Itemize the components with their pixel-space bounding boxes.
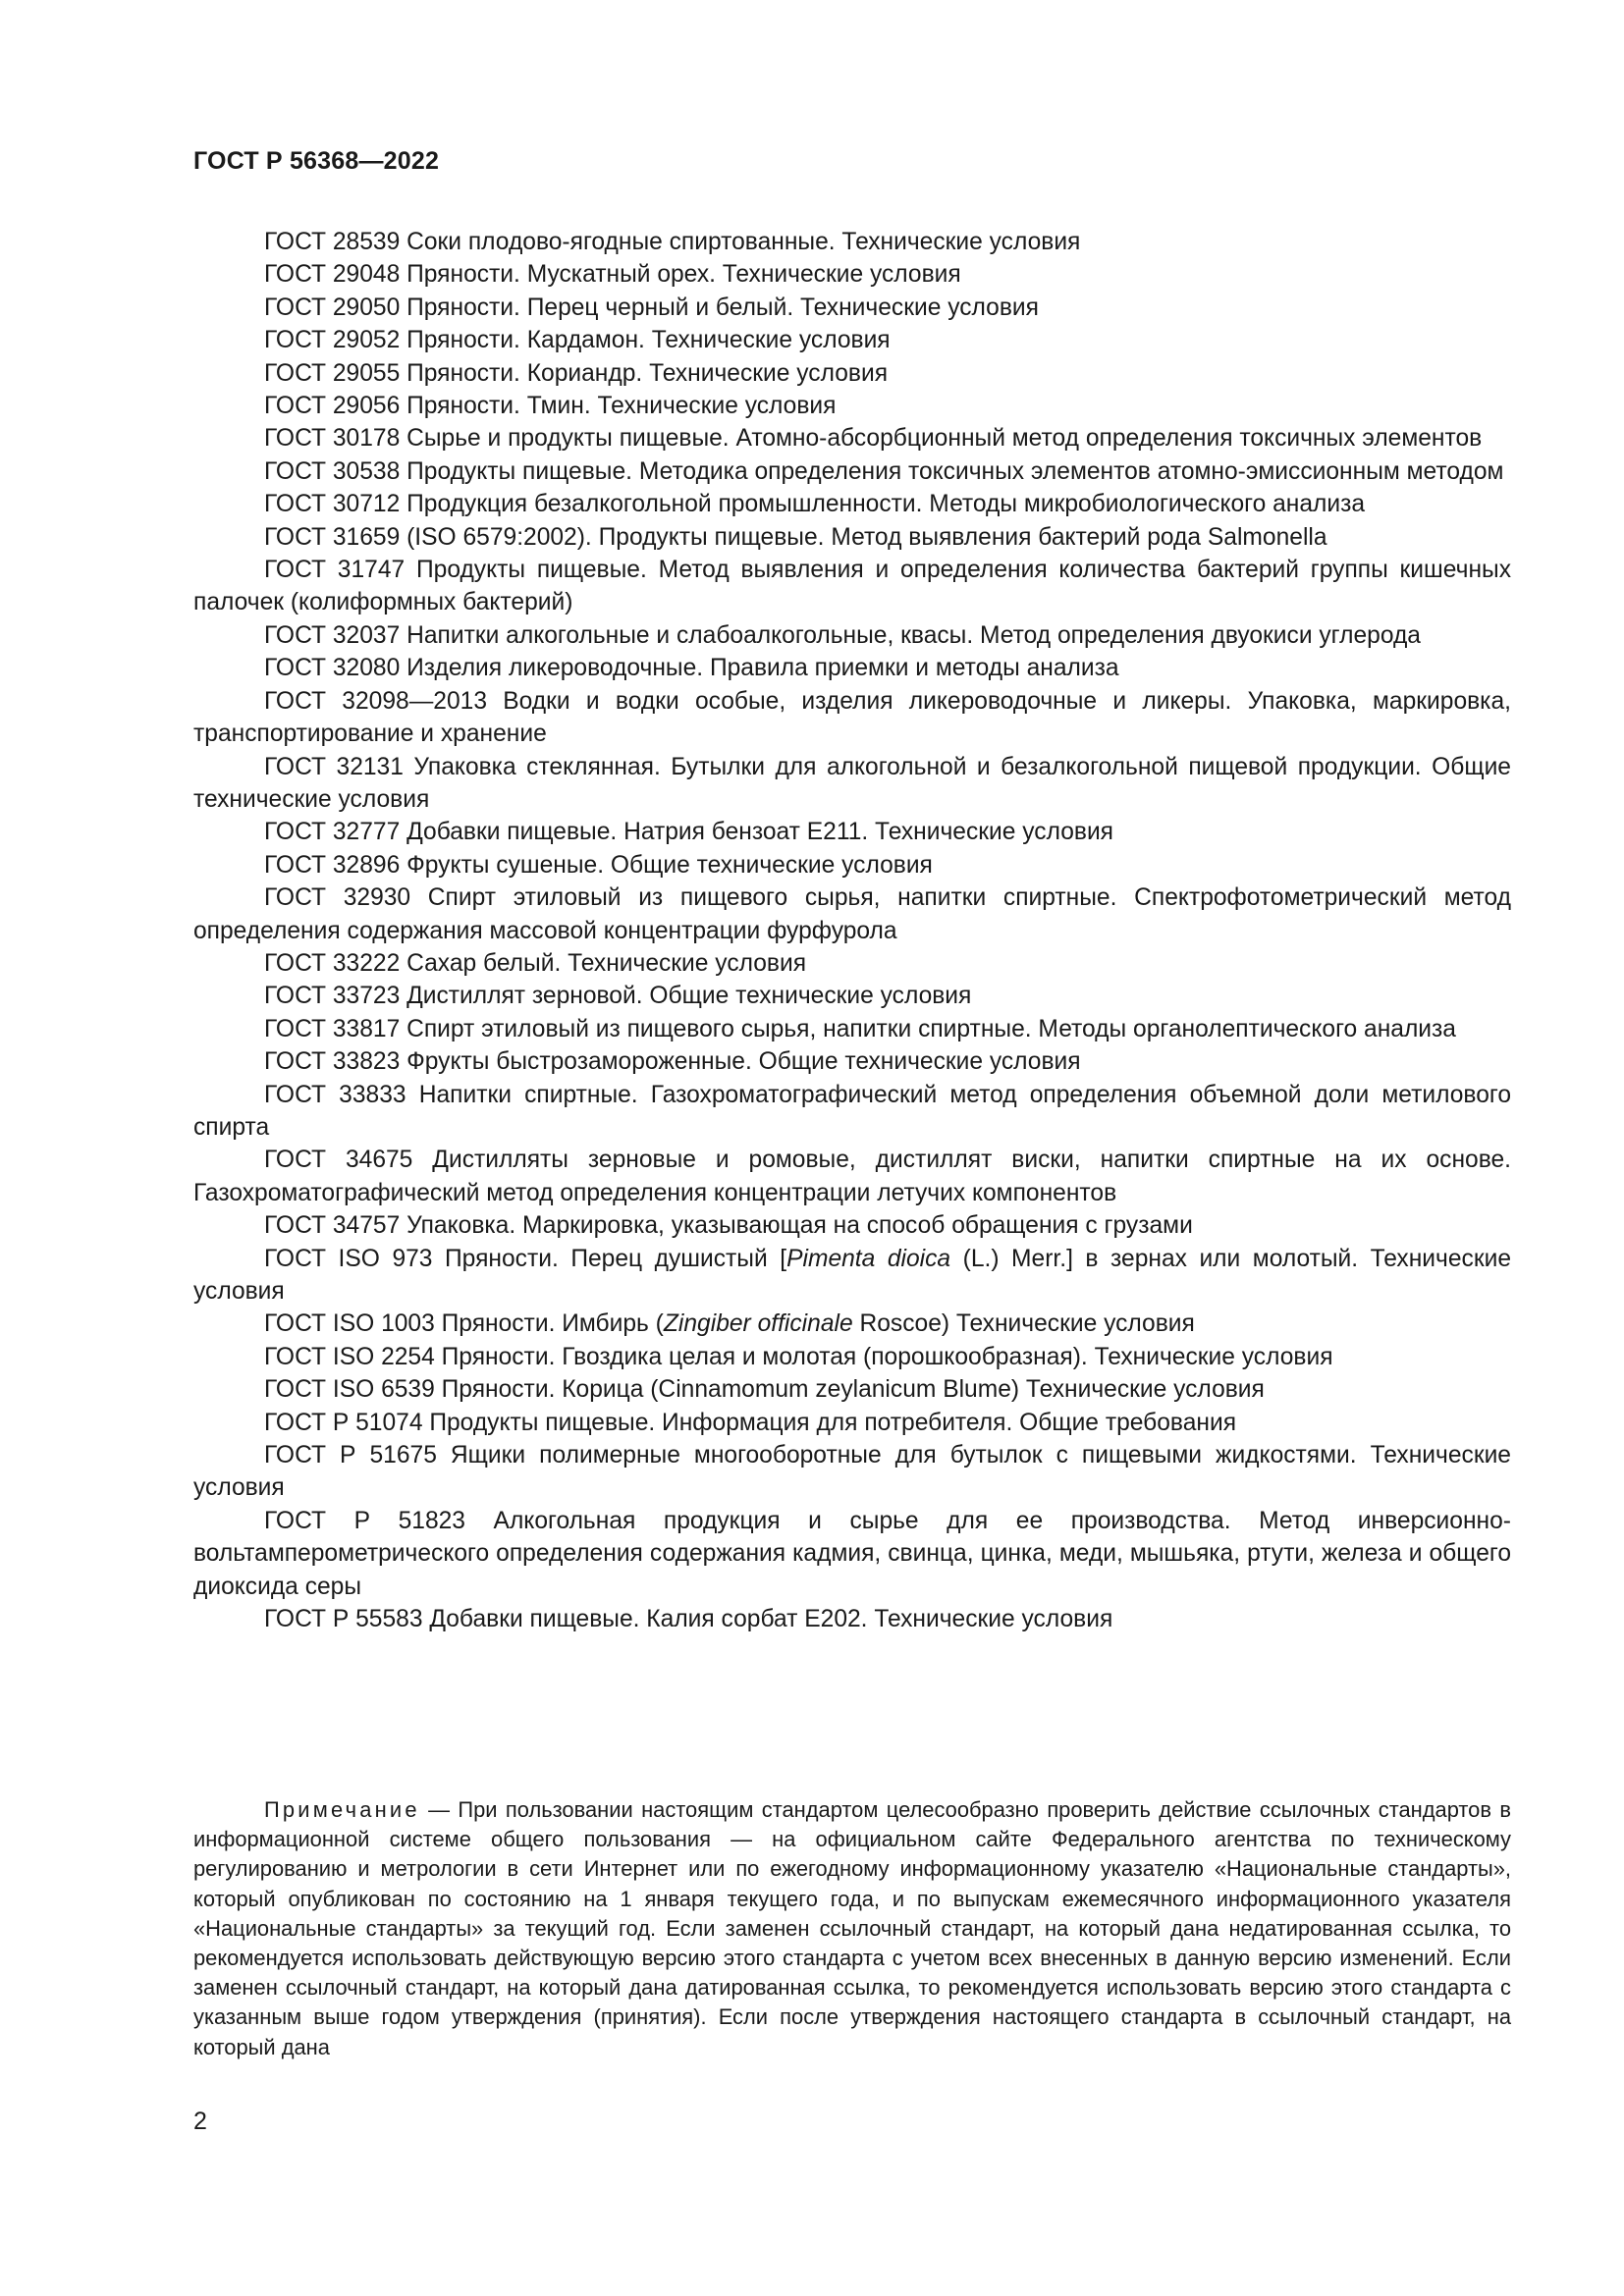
page-number: 2: [193, 2108, 207, 2135]
reference-item: ГОСТ 33723 Дистиллят зерновой. Общие технические условия: [264, 983, 972, 1010]
reference-item: ГОСТ 32930 Спирт этиловый из пищевого сырья, напитки спиртные. Спектрофотометрический метод определения содержания массовой концентрации фурфурола: [193, 884, 1511, 944]
reference-item: ГОСТ 30538 Продукты пищевые. Методика определения токсичных элементов атомно-эмиссионным методом: [264, 457, 1504, 485]
reference-item: ГОСТ 32896 Фрукты сушеные. Общие технические условия: [264, 851, 933, 879]
reference-item: ГОСТ 29052 Пряности. Кардамон. Технические условия: [264, 327, 891, 354]
note-label: Примечание: [264, 1797, 420, 1822]
reference-item: ГОСТ 33823 Фрукты быстрозамороженные. Общие технические условия: [264, 1048, 1081, 1076]
reference-item: ГОСТ ISO 2254 Пряности. Гвоздика целая и молотая (порошкообразная). Технические условия: [264, 1343, 1333, 1370]
reference-item: ГОСТ 29055 Пряности. Кориандр. Технические условия: [264, 359, 889, 387]
reference-species-name: Zingiber officinale: [663, 1310, 853, 1338]
reference-item: ГОСТ 32777 Добавки пищевые. Натрия бензоат Е211. Технические условия: [264, 819, 1113, 846]
reference-item: ГОСТ 34675 Дистилляты зерновые и ромовые, дистиллят виски, напитки спиртные на их основе. Газохроматографический метод определения концентрации летучих компонентов: [193, 1147, 1511, 1206]
reference-species-name: Pimenta dioica: [786, 1245, 951, 1272]
reference-item: ГОСТ 34757 Упаковка. Маркировка, указывающая на способ обращения с грузами: [264, 1212, 1193, 1240]
reference-item: [193, 1243, 1511, 1308]
reference-item: ГОСТ 32037 Напитки алкогольные и слабоалкогольные, квасы. Метод определения двуокиси углерода: [264, 621, 1421, 649]
reference-text: (L.) Merr.] в зернах или молотый. Технические условия: [193, 1245, 1512, 1305]
reference-item: ГОСТ 32098—2013 Водки и водки особые, изделия ликероводочные и ликеры. Упаковка, маркировка, транспортирование и хранение: [193, 687, 1511, 748]
reference-item: ГОСТ 32080 Изделия ликероводочные. Правила приемки и методы анализа: [264, 655, 1119, 682]
reference-item: ГОСТ 32131 Упаковка стеклянная. Бутылки для алкогольной и безалкогольной пищевой продукции. Общие технические условия: [193, 753, 1511, 813]
reference-item: ГОСТ Р 51675 Ящики полимерные многооборотные для бутылок с пищевыми жидкостями. Технические условия: [193, 1442, 1511, 1502]
reference-text: ГОСТ ISO 973 Пряности. Перец душистый [: [264, 1245, 787, 1272]
reference-item: ГОСТ 30712 Продукция безалкогольной промышленности. Методы микробиологического анализа: [264, 491, 1366, 518]
reference-text: ГОСТ ISO 1003 Пряности. Имбирь (: [264, 1310, 664, 1338]
reference-item: ГОСТ 31659 (ISO 6579:2002). Продукты пищевые. Метод выявления бактерий рода Salmonella: [264, 523, 1327, 551]
reference-item: ГОСТ ISO 6539 Пряности. Корица (Cinnamomum zeylanicum Blume) Технические условия: [264, 1376, 1265, 1404]
reference-item: ГОСТ 29050 Пряности. Перец черный и белый. Технические условия: [264, 294, 1039, 321]
reference-item: [193, 1308, 1511, 1340]
reference-item: ГОСТ Р 55583 Добавки пищевые. Калия сорбат Е202. Технические условия: [264, 1606, 1113, 1633]
reference-item: ГОСТ 30178 Сырье и продукты пищевые. Атомно-абсорбционный метод определения токсичных элементов: [264, 425, 1483, 453]
reference-item: ГОСТ 33817 Спирт этиловый из пищевого сырья, напитки спиртные. Методы органолептического анализа: [264, 1015, 1456, 1042]
references-list: [193, 226, 1511, 1635]
reference-item: ГОСТ 31747 Продукты пищевые. Метод выявления и определения количества бактерий группы кишечных палочек (колиформных бактерий): [193, 557, 1511, 616]
page-header: ГОСТ Р 56368—2022: [193, 147, 440, 175]
reference-item: ГОСТ Р 51823 Алкогольная продукция и сырье для ее производства. Метод инверсионно-вольтамперометрического определения содержания кадмия, свинца, цинка, меди, мышьяка, ртути, железа и общего диоксида серы: [193, 1507, 1511, 1600]
note-text: — При пользовании настоящим стандартом целесообразно проверить действие ссылочных стандартов в информационной системе общего пользования — на официальном сайте Федерального агентства по техническому регулированию и метрологии в сети Интернет или по ежегодному информационному указателю «Национальные стандарты», который опубликован по состоянию на 1 января текущего года, и по выпускам ежемесячного информационного указателя «Национальные стандарты» за текущий год. Если заменен ссылочный стандарт, на который дана недатированная ссылка, то рекомендуется использовать действующую версию этого стандарта с учетом всех внесенных в данную версию изменений. Если заменен ссылочный стандарт, на который дана датированная ссылка, то рекомендуется использовать версию этого стандарта с указанным выше годом утверждения (принятия). Если после утверждения настоящего стандарта в ссылочный стандарт, на который дана: [193, 1797, 1511, 2059]
reference-item: ГОСТ 28539 Соки плодово-ягодные спиртованные. Технические условия: [264, 229, 1081, 255]
reference-item: ГОСТ 29056 Пряности. Тмин. Технические условия: [264, 393, 837, 420]
note-paragraph: [193, 1795, 1511, 2062]
reference-item: ГОСТ 33222 Сахар белый. Технические условия: [264, 949, 807, 977]
reference-text: Roscoe) Технические условия: [852, 1310, 1195, 1338]
reference-item: ГОСТ Р 51074 Продукты пищевые. Информация для потребителя. Общие требования: [264, 1409, 1237, 1436]
reference-item: ГОСТ 29048 Пряности. Мускатный орех. Технические условия: [264, 261, 961, 289]
reference-item: ГОСТ 33833 Напитки спиртные. Газохроматографический метод определения объемной доли метилового спирта: [193, 1081, 1511, 1141]
